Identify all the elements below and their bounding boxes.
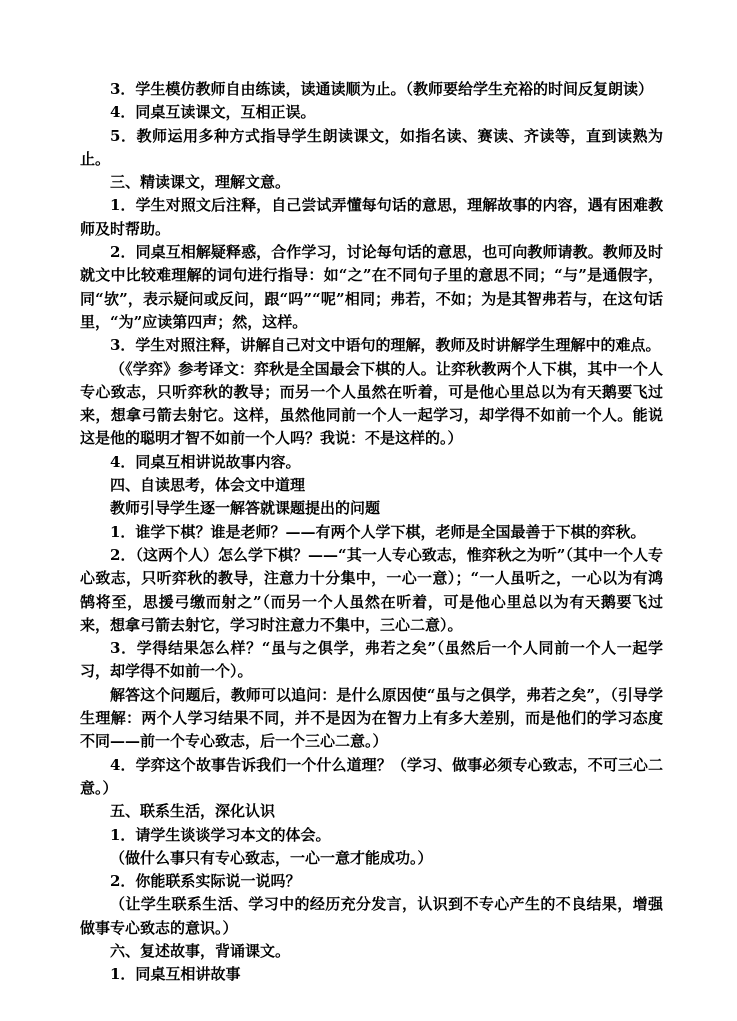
translation-paragraph: （《学弈》参考译文：弈秋是全国最会下棋的人。让弈秋教两个人下棋，其中一个人专心致志，只听弈秋的教导；而另一个人虽然在听着，可是他心里总以为有天鹅要飞过来，想拿弓箭去射它。这样，虽然他同前一个人一起学习，却学得不如前一个人。能说这是他的聪明才智不如前一个人吗？我说：不是这样的。） <box>80 359 663 448</box>
note-paragraph: （做什么事只有专心致志，一心一意才能成功。） <box>110 848 433 867</box>
step-paragraph: 2．你能联系实际说一说吗？ <box>110 872 301 891</box>
document-body <box>80 78 663 987</box>
question-paragraph: 2．（这两个人）怎么学下棋？——“其一人专心致志，惟弈秋之为听”（其中一个人专心致志，只听弈秋的教导，注意力十分集中，一心一意）；“一人虽听之，一心以为有鸿鹄将至，思援弓缴而射之”（而另一个人虽然在听着，可是他心里总以为有天鹅要飞过来，想拿弓箭去射它，学习时注意力不集中，三心二意）。 <box>80 545 663 634</box>
section-heading: 六、复述故事，背诵课文。 <box>110 941 291 960</box>
step-paragraph: 4．同桌互读课文，互相正误。 <box>110 103 316 122</box>
note-paragraph: （让学生联系生活、学习中的经历充分发言，认识到不专心产生的不良结果，增强做事专心致志的意识。） <box>80 895 663 937</box>
section-heading: 五、联系生活，深化认识 <box>110 802 276 821</box>
question-paragraph: 4．学弈这个故事告诉我们一个什么道理？（学习、做事必须专心致志，不可三心二意。） <box>80 755 663 797</box>
section-heading: 四、自读思考，体会文中道理 <box>110 476 306 495</box>
step-paragraph: 1．请学生谈谈学习本文的体会。 <box>110 825 331 844</box>
question-paragraph: 3．学得结果怎么样？“虽与之俱学，弗若之矣”（虽然后一个人同前一个人一起学习，却学得不如前一个）。 <box>80 639 663 681</box>
step-paragraph: 2．同桌互相解疑释惑，合作学习，讨论每句话的意思，也可向教师请教。教师及时就文中比较难理解的词句进行指导：如“之”在不同句子里的意思不同；“与”是通假字，同“欤”，表示疑问或反问，跟“吗”“呢”相同；弗若，不如；为是其智弗若与，在这句话里，“为”应读第四声；然，这样。 <box>80 243 663 331</box>
step-paragraph: 1．学生对照文后注释，自己尝试弄懂每句话的意思，理解故事的内容，遇有困难教师及时帮助。 <box>80 196 663 238</box>
step-paragraph: 3．学生模仿教师自由练读，读通读顺为止。（教师要给学生充裕的时间反复朗读） <box>110 80 653 98</box>
step-paragraph: 1．同桌互相讲故事 <box>110 965 241 984</box>
step-paragraph: 4．同桌互相讲说故事内容。 <box>110 452 301 471</box>
body-paragraph: 解答这个问题后，教师可以追问：是什么原因使“虽与之俱学，弗若之矣”，（引导学生理解：两个人学习结果不同，并不是因为在智力上有多大差别，而是他们的学习态度不同——前一个专心致志，后一个三心二意。） <box>80 685 663 751</box>
question-paragraph: 1．谁学下棋？谁是老师？——有两个人学下棋，老师是全国最善于下棋的弈秋。 <box>110 522 646 541</box>
step-paragraph: 5．教师运用多种方式指导学生朗读课文，如指名读、赛读、齐读等，直到读熟为止。 <box>80 126 663 168</box>
step-paragraph: 3．学生对照注释，讲解自己对文中语句的理解，教师及时讲解学生理解中的难点。 <box>110 336 661 355</box>
section-heading: 三、精读课文，理解文意。 <box>110 173 291 192</box>
body-paragraph: 教师引导学生逐一解答就课题提出的问题 <box>110 499 381 518</box>
